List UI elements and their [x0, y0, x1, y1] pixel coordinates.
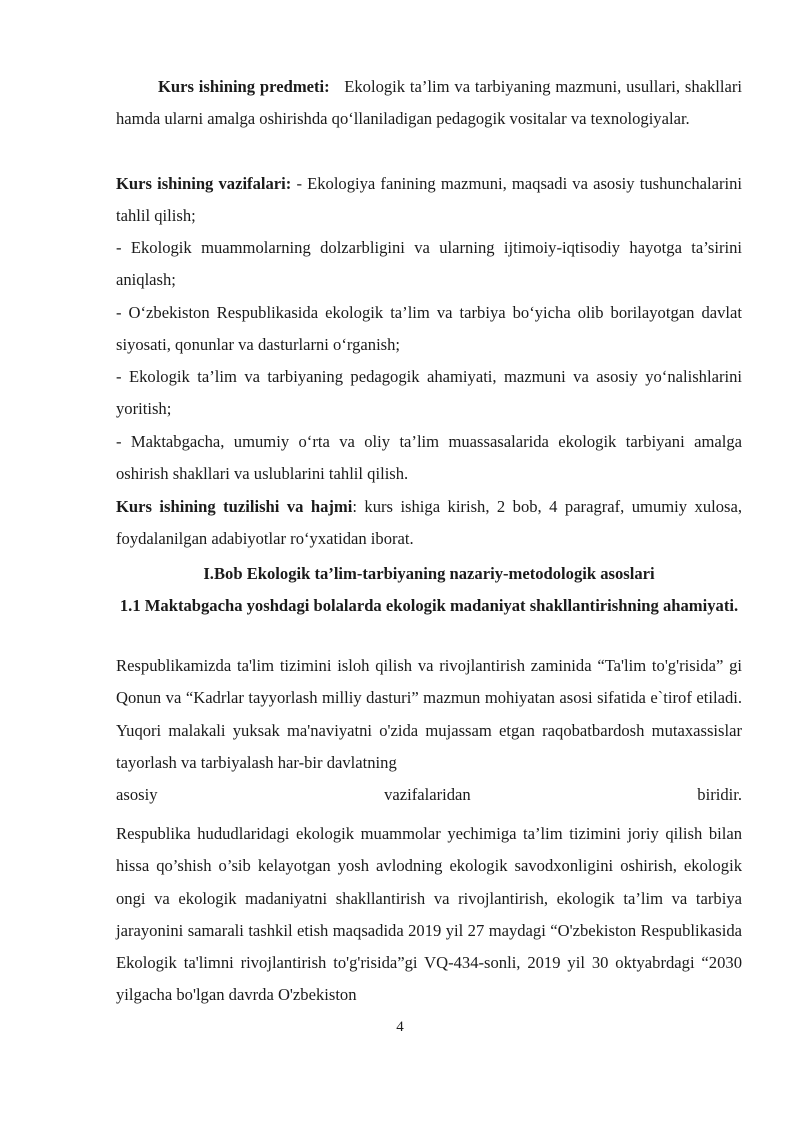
- intro-paragraph: [116, 650, 742, 811]
- task-item: - Maktabgacha, umumiy o‘rta va oliy ta’lim muassasalarida ekologik tarbiyani amalga oshirish shakllari va uslublarini tahlil qilish.: [116, 432, 742, 484]
- page-number: 4: [396, 1019, 404, 1035]
- last-word: vazifalaridan: [384, 785, 471, 805]
- intro-last-line: [116, 779, 742, 811]
- structure-paragraph: [116, 491, 742, 556]
- body-paragraph: Respublika hududlaridagi ekologik muammolar yechimiga ta’lim tizimini joriy qilish bilan hissa qo’shish o’sib kelayotgan yosh avlodning ekologik savodxonligini oshirish, ekologik ongi va ekologik madaniyatni shakllantirish va rivojlantirish, ekologik ta’lim va tarbiya jarayonini samarali tashkil etish maqsadida 2019 yil 27 maydagi “O'zbekiston Respublikasida Ekologik ta'limni rivojlantirish to'g'risida”gi VQ-434-sonli, 2019 yil 30 oktyabrdagi “2030 yilgacha bo'lgan davrda O'zbekiston: [116, 824, 742, 1005]
- task-item: - O‘zbekiston Respublikasida ekologik ta’lim va tarbiya bo‘yicha olib borilayotgan davlat siyosati, qonunlar va dasturlarni o‘rganish;: [116, 303, 742, 355]
- task-item: - Ekologik muammolarning dolzarbligini va ularning ijtimoiy-iqtisodiy hayotga ta’sirini aniqlash;: [116, 238, 742, 290]
- subject-text: Ekologik ta’lim va tarbiyaning mazmuni, usullari, shakllari hamda ularni amalga oshirishda qo‘llaniladigan pedagogik vositalar va texnologiyalar.: [116, 77, 742, 129]
- section-title: 1.1 Maktabgacha yoshdagi bolalarda ekologik madaniyat shakllantirishning ahamiyati.: [119, 596, 739, 615]
- structure-text: : kurs ishiga kirish, 2 bob, 4 paragraf, umumiy xulosa, foydalanilgan adabiyotlar ro‘yxatidan iborat.: [116, 497, 742, 549]
- tasks-label: Kurs ishining vazifalari:: [116, 174, 292, 193]
- intro-paragraph-text: Respublikamizda ta'lim tizimini isloh qilish va rivojlantirish zaminida “Ta'lim to'g'risida” gi Qonun va “Kadrlar tayyorlash milliy dasturi” mazmun mohiyatan asosi sifatida e`tirof etiladi. Yuqori malakali yuksak ma'naviyatni o'zida mujassam etgan raqobatbardosh mutaxassislar tayorlash va tarbiyalash har-bir davlatning: [116, 656, 742, 772]
- last-word: biridir.: [697, 785, 742, 805]
- subject-paragraph: [116, 71, 742, 136]
- task-item: - Ekologik ta’lim va tarbiyaning pedagogik ahamiyati, mazmuni va asosiy yo‘nalishlarini yoritish;: [116, 367, 742, 419]
- chapter-title: I.Bob Ekologik ta’lim-tarbiyaning nazariy-metodologik asoslari: [203, 564, 655, 583]
- tasks-paragraph: [116, 168, 742, 233]
- subject-label: Kurs ishining predmeti:: [158, 77, 330, 96]
- tasks-first-item: - Ekologiya fanining mazmuni, maqsadi va asosiy tushunchalarini tahlil qilish;: [116, 174, 743, 226]
- structure-label: Kurs ishining tuzilishi va hajmi: [116, 497, 353, 516]
- last-word: asosiy: [116, 785, 158, 805]
